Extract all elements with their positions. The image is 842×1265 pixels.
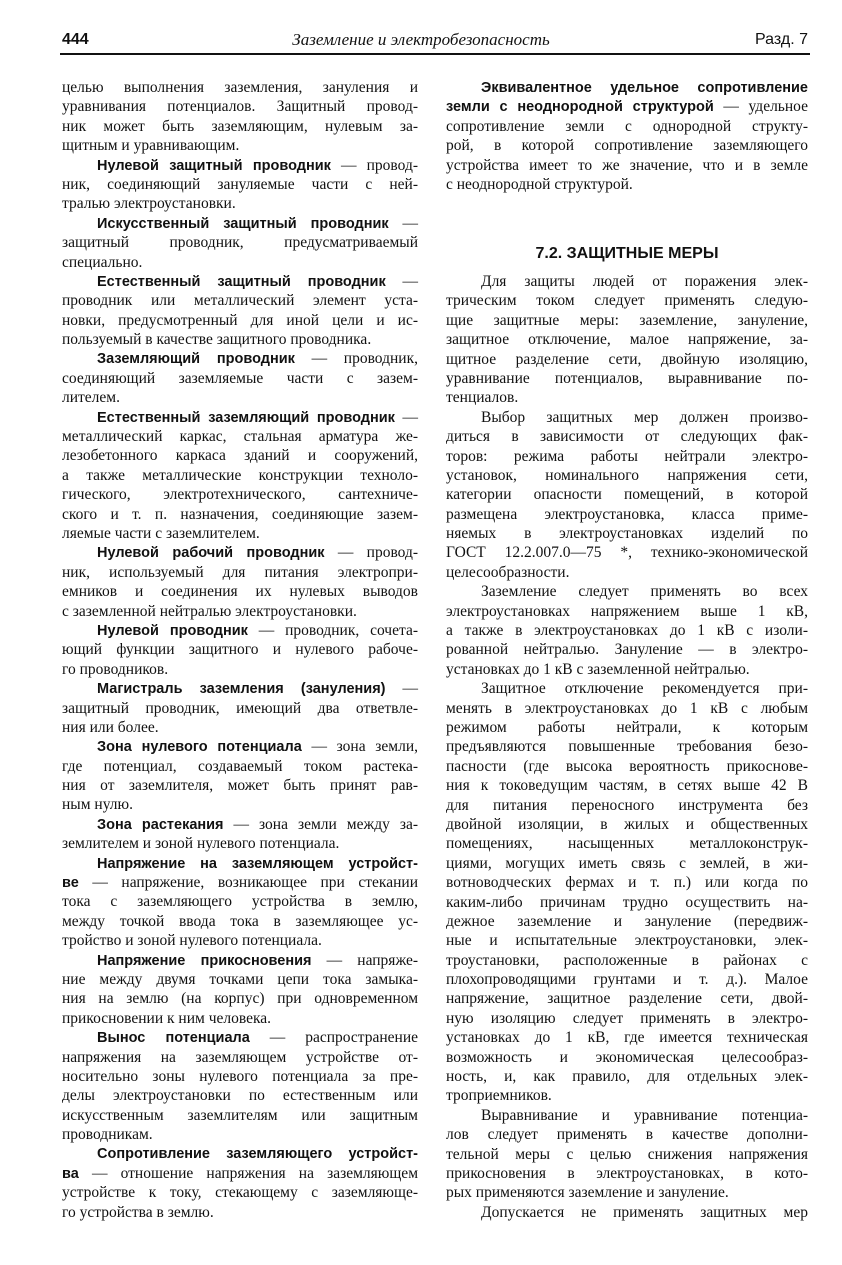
text-line: уравнивания потенциалов. Защитный провод- — [62, 98, 418, 116]
paragraph — [62, 737, 418, 815]
defined-term: Естественный защитный проводник — [97, 273, 386, 290]
text-line: а также металлические конструкции техноло- — [62, 466, 418, 484]
text-line: тралью электроустановки. — [62, 195, 236, 213]
text-line: где потенциал, создаваемый током растека- — [62, 757, 418, 775]
text-line: соединяющий заземляемые части с зазем- — [62, 369, 418, 387]
text-line: установках до 1 кВ с заземленной нейтралью. — [446, 660, 750, 678]
text-line: менять в электроустановках до 1 кВ с любым — [446, 699, 808, 717]
text-line: рованной нейтралью. Зануление — в электро- — [446, 641, 808, 659]
text-line: ние между двумя точками цепи тока замыка- — [62, 970, 418, 988]
text-line: защитное отключение, малое напряжение, за- — [446, 331, 808, 349]
defined-term: Нулевой рабочий проводник — [97, 545, 325, 562]
text-line: делы электроустановки по естественным или — [62, 1087, 418, 1105]
text-line — [62, 408, 418, 427]
text-line: трическим током следует применять следую- — [446, 292, 808, 310]
text-line: щитным и уравнивающим. — [62, 137, 240, 155]
text-line — [62, 873, 418, 892]
text-line: целесообразности. — [446, 563, 570, 581]
definition-text: — зона земли, — [301, 738, 418, 756]
text-line: пасности (где высока вероятность прикоснове- — [446, 757, 808, 775]
defined-term: Заземляющий проводник — [97, 351, 295, 368]
paragraph — [62, 621, 418, 679]
text-line: электроустановках напряжением выше 1 кВ, — [446, 602, 808, 620]
paragraph — [62, 1144, 418, 1222]
text-line: установках до 1 кВ, где имеется техническая — [446, 1029, 808, 1047]
text-line: землителем и зоной нулевого потенциала. — [62, 835, 340, 853]
section-label: Разд. 7 — [755, 31, 808, 48]
paragraph — [446, 679, 808, 1106]
text-line: ник, соединяющий зануляемые части с ней- — [62, 175, 418, 193]
paragraph — [446, 408, 808, 583]
defined-term: ве — [62, 875, 79, 892]
definition-text: — распространение — [249, 1029, 418, 1047]
paragraph — [62, 214, 418, 272]
text-line: ную изоляцию следует применять в электро- — [446, 1009, 808, 1027]
text-line — [62, 272, 418, 291]
right-column-top — [446, 78, 808, 194]
text-line: новки, предусмотренный для иной цели и ис- — [62, 311, 418, 329]
definition-text: — — [388, 214, 418, 232]
text-line: уравнивание потенциалов, выравнивание по- — [446, 369, 808, 387]
paragraph — [62, 679, 418, 737]
text-line: с неоднородной структурой. — [446, 175, 633, 193]
defined-term: Нулевой проводник — [97, 622, 248, 639]
paragraph — [446, 1106, 808, 1203]
text-line: каким-либо причинам трудно осуществить на- — [446, 893, 808, 911]
text-line: защитный проводник, предусматриваемый — [62, 234, 418, 252]
defined-term: Напряжение на заземляющем устройст- — [97, 855, 418, 872]
text-line: устройстве к току, стекающему с заземляюще- — [62, 1184, 418, 1202]
text-line: помещениях, насыщенных металлоконструк- — [446, 835, 808, 853]
defined-term: Зона нулевого потенциала — [97, 739, 302, 756]
text-line: тока с заземляющего устройства в землю, — [62, 893, 418, 911]
text-line: няемых в электроустановках изделий по — [446, 525, 808, 543]
paragraph — [62, 815, 418, 854]
paragraph — [62, 78, 418, 156]
text-line: режимом работы нейтрали, к которым — [446, 718, 808, 736]
paragraph — [446, 272, 808, 408]
text-line: Выбор защитных мер должен произво- — [481, 408, 808, 426]
header-rule — [60, 53, 810, 55]
text-line: напряжения на заземляющем устройстве от- — [62, 1048, 418, 1066]
text-line: пользуемый в качестве защитного проводника. — [62, 331, 372, 349]
text-line: ник может быть заземляющим, нулевым за- — [62, 117, 418, 135]
text-line — [62, 543, 418, 562]
paragraph — [62, 854, 418, 951]
text-line: рой, в которой сопротивление заземляющего — [446, 137, 808, 155]
text-line: ния от заземлителя, может быть принят рав- — [62, 777, 418, 795]
text-line: ющий функции защитного и нулевого рабоче- — [62, 641, 418, 659]
text-line: для питания переносного инструмента без — [446, 796, 808, 814]
definition-text: — зона земли между за- — [223, 815, 419, 833]
defined-term: Сопротивление заземляющего устройст- — [97, 1146, 418, 1163]
text-line — [62, 349, 418, 368]
paragraph — [62, 408, 418, 544]
definition-text: — — [385, 272, 418, 290]
text-line: ляемые части с заземлителем. — [62, 524, 260, 542]
text-line: прикосновения в электроустановках, в кото- — [446, 1164, 808, 1182]
text-line: ния или более. — [62, 718, 159, 736]
text-line: рых применяются заземление и зануление. — [446, 1184, 729, 1202]
text-line — [62, 951, 418, 970]
definition-text: — проводник, — [294, 350, 418, 368]
text-line: размещена электроустановка, класса приме- — [446, 505, 808, 523]
defined-term: Зона растекания — [97, 816, 224, 833]
text-line: Заземление следует применять во всех — [481, 583, 808, 601]
text-line: ник, используемый для питания электропри- — [62, 563, 418, 581]
text-line: сопротивление земли с однородной структу- — [446, 117, 808, 135]
defined-term: Магистраль заземления (зануления) — [97, 681, 386, 698]
text-line: категории опасности помещений, в которой — [446, 486, 808, 504]
text-line: дежное заземление и зануление (передвиж- — [446, 912, 808, 930]
defined-term: Естественный заземляющий проводник — [97, 409, 395, 426]
text-line: лов следует применять в качестве дополни- — [446, 1126, 808, 1144]
text-line: проводникам. — [62, 1126, 153, 1144]
text-line: тельной меры с целью снижения напряжения — [446, 1145, 808, 1163]
text-line: ского и т. п. назначения, соединяющие зазем- — [62, 505, 418, 523]
text-line: металлический каркас, стальная арматура же- — [62, 428, 418, 446]
text-line: Защитное отключение рекомендуется при- — [481, 680, 808, 698]
text-line: установок, номинального напряжения сети, — [446, 466, 808, 484]
text-line: торов: режима работы нейтрали электро- — [446, 447, 808, 465]
text-line: щитное разделение сети, двойную изоляцию, — [446, 350, 808, 368]
section-heading: 7.2. ЗАЩИТНЫЕ МЕРЫ — [535, 245, 719, 262]
text-line: циями, могущих иметь связь с землей, в жи- — [446, 854, 808, 872]
definition-text: — провод- — [324, 544, 419, 562]
text-line: специально. — [62, 253, 143, 271]
paragraph — [446, 78, 808, 194]
right-column-body — [446, 272, 808, 1222]
text-line: устройства имеет то же значение, что и в земле — [446, 156, 808, 174]
paragraph — [62, 349, 418, 407]
text-line — [446, 97, 808, 116]
definition-text: — провод- — [330, 156, 418, 174]
text-line: ния на землю (на корпус) при одновременном — [62, 990, 418, 1008]
defined-term: Нулевой защитный проводник — [97, 157, 331, 174]
text-line: защитный проводник, имеющий два ответвле- — [62, 699, 418, 717]
text-line — [62, 737, 418, 756]
paragraph — [62, 1028, 418, 1144]
text-line: щие защитные меры: заземление, зануление, — [446, 311, 808, 329]
text-line: ность, и, как правило, для отдельных элек- — [446, 1068, 808, 1086]
text-line — [62, 621, 418, 640]
text-line: го проводников. — [62, 660, 169, 678]
text-line: носительно зоны нулевого потенциала за пре- — [62, 1067, 418, 1085]
paragraph — [62, 156, 418, 214]
text-line: лезобетонного каркаса зданий и сооружений, — [62, 447, 418, 465]
paragraph — [62, 272, 418, 350]
defined-term: Вынос потенциала — [97, 1030, 250, 1047]
defined-term: Напряжение прикосновения — [97, 952, 312, 969]
text-line: напряжение, защитное разделение сети, двой- — [446, 990, 808, 1008]
text-line: плохопроводящими грунтами и т. д.). Малое — [446, 971, 808, 989]
text-line: ГОСТ 12.2.007.0—75 *, технико-экономической — [446, 544, 808, 562]
definition-text: — проводник, сочета- — [247, 621, 418, 639]
text-line: вотноводческих фермах и т. п.) или когда по — [446, 874, 808, 892]
text-line: Для защиты людей от поражения элек- — [481, 273, 808, 290]
paragraph — [62, 951, 418, 1029]
text-line: Допускается не применять защитных мер — [481, 1203, 808, 1221]
definition-text: — отношение напряжения на заземляющем — [78, 1164, 418, 1182]
text-line: емников и соединения их нулевых выводов — [62, 583, 418, 601]
paragraph — [446, 1203, 808, 1222]
defined-term: ва — [62, 1165, 79, 1182]
text-line: троприемников. — [446, 1087, 552, 1105]
text-line: диться в зависимости от следующих фак- — [446, 428, 808, 446]
defined-term: Эквивалентное удельное сопротивление — [481, 80, 808, 96]
definition-text: — — [385, 680, 419, 698]
text-line: тенциалов. — [446, 389, 519, 407]
text-line — [62, 1144, 418, 1163]
text-line: целью выполнения заземления, зануления и — [62, 79, 418, 96]
paragraph — [446, 582, 808, 679]
text-line: возможность и экономическая целесообраз- — [446, 1048, 808, 1066]
text-line: прикосновении к ним человека. — [62, 1009, 272, 1027]
text-line — [62, 1164, 418, 1183]
defined-term: земли с неоднородной структурой — [446, 99, 714, 116]
text-line: предъявляются повышенные требования безо- — [446, 738, 808, 756]
text-line: троустановки, расположенные в районах с — [446, 951, 808, 969]
text-line — [62, 815, 418, 834]
text-line: тройство и зоной нулевого потенциала. — [62, 932, 322, 950]
text-line — [62, 679, 418, 698]
definition-text: — удельное — [713, 98, 808, 116]
definition-text: — — [394, 408, 418, 426]
text-line — [62, 854, 418, 873]
text-line: ным нулю. — [62, 796, 133, 814]
text-line: ния к токоведущим частям, в сетях выше 42 В — [446, 777, 808, 795]
text-line: двойной изоляции, в жилых и общественных — [446, 815, 808, 833]
text-line: проводник или металлический элемент уста- — [62, 292, 418, 310]
text-line: гического, электротехнического, сантехниче- — [62, 486, 418, 504]
text-line: ные и испытательные электроустановки, элек- — [446, 932, 808, 950]
text-line: искусственным заземлителям или защитным — [62, 1106, 418, 1124]
text-line: между точкой ввода тока в заземляющее ус- — [62, 912, 418, 930]
text-line: Выравнивание и уравнивание потенциа- — [481, 1106, 808, 1124]
text-line — [62, 214, 418, 233]
text-line: лителем. — [62, 389, 120, 407]
page-number: 444 — [62, 31, 89, 48]
text-line — [62, 1028, 418, 1047]
defined-term: Искусственный защитный проводник — [97, 215, 389, 232]
left-column — [62, 78, 418, 1222]
paragraph — [62, 543, 418, 621]
definition-text: — напряже- — [311, 951, 418, 969]
running-title: Заземление и электробезопасность — [292, 30, 550, 49]
definition-text: — напряжение, возникающее при стекании — [78, 874, 418, 892]
text-line: с заземленной нейтралью электроустановки. — [62, 602, 357, 620]
text-line: а также в электроустановках до 1 кВ с изоли- — [446, 622, 808, 640]
text-line: го устройства в землю. — [62, 1203, 214, 1221]
text-line — [446, 78, 808, 97]
text-line — [62, 156, 418, 175]
